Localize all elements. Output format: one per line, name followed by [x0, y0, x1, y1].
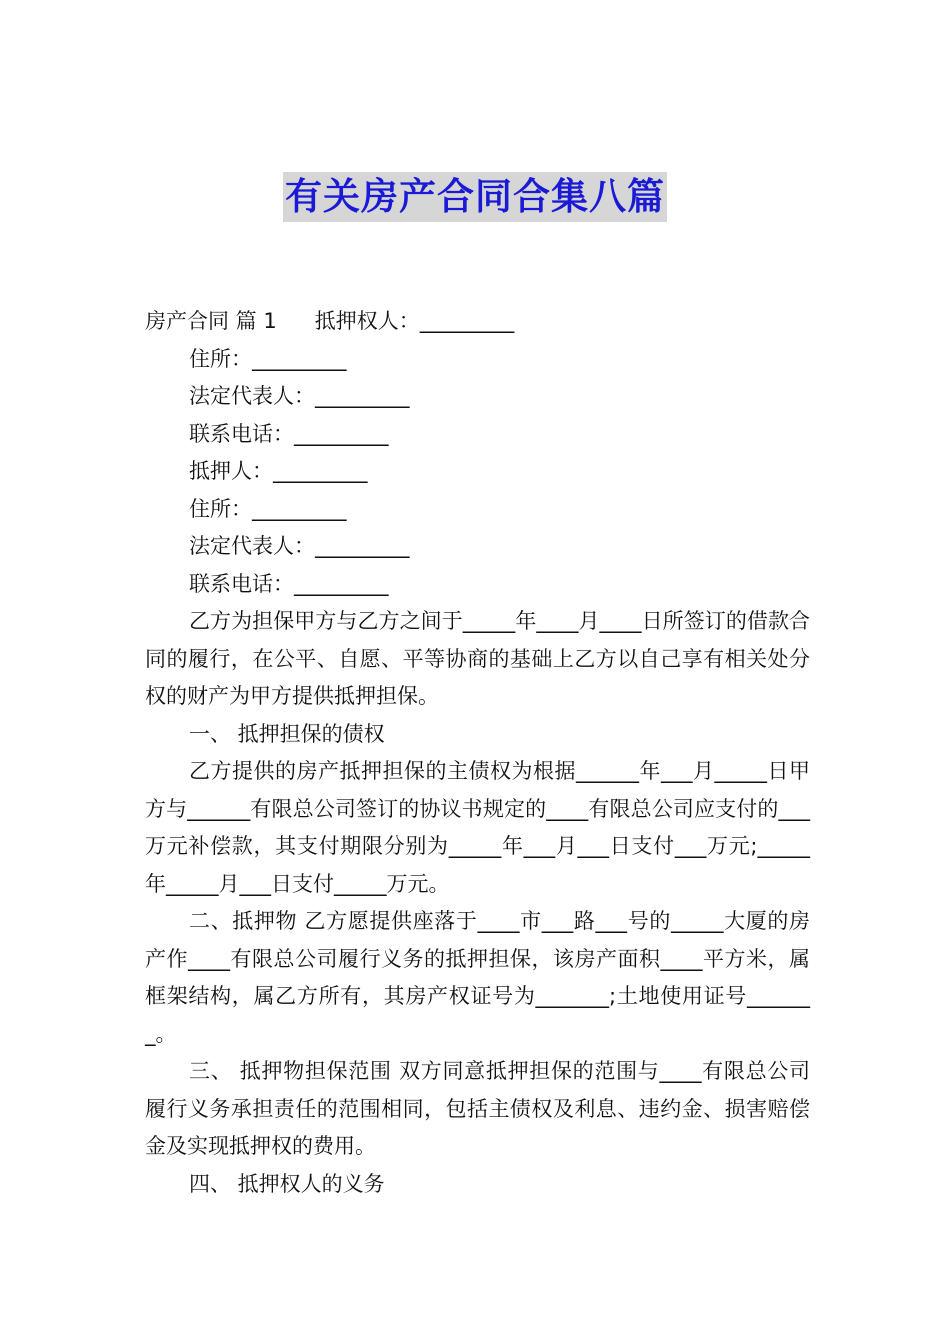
- section-3-paragraph: 三、 抵押物担保范围 双方同意抵押担保的范围与____有限总公司履行义务承担责任的范围相同，包括主债权及利息、违约金、损害赔偿金及实现抵押权的费用。: [145, 1059, 810, 1158]
- section-1-paragraph: 乙方提供的房产抵押担保的主债权为根据______年___月_____日甲方与______有限总公司签订的协议书规定的____有限总公司应支付的___万元补偿款，其支付期限分别为_____年___月___日支付___万元;_____年_____月___日支付_____万元。: [145, 759, 810, 896]
- legal-representative-field: 法定代表人：_________: [189, 384, 410, 408]
- section-4-heading: 四、 抵押权人的义务: [189, 1171, 385, 1196]
- section-2-paragraph: 二、抵押物 乙方愿提供座落于____市___路___号的_____大厦的房产作____有限总公司履行义务的抵押担保，该房产面积____平方米，属框架结构，属乙方所有，其房产权证号为_______;土地使用证号_______。: [145, 909, 810, 1046]
- contract-header-line: [145, 303, 810, 341]
- document-body: [145, 303, 810, 1203]
- section-label: 房产合同 篇 1: [145, 309, 277, 333]
- document-title: 有关房产合同合集八篇: [283, 172, 667, 222]
- address-field: 住所：_________: [189, 496, 347, 521]
- title-block: [0, 172, 950, 222]
- legal-representative-field: 法定代表人：_________: [189, 534, 410, 558]
- intro-paragraph: 乙方为担保甲方与乙方之间于_____年____月____日所签订的借款合同的履行，在公平、自愿、平等协商的基础上乙方以自己享有相关处分权的财产为甲方提供抵押担保。: [145, 609, 810, 708]
- section-1-heading: 一、 抵押担保的债权: [189, 721, 385, 746]
- mortgagee-field: 抵押权人：_________: [314, 309, 515, 333]
- address-field: 住所：_________: [189, 346, 347, 371]
- phone-field: 联系电话：_________: [189, 571, 389, 596]
- mortgagor-field: 抵押人：_________: [189, 459, 368, 483]
- phone-field: 联系电话：_________: [189, 421, 389, 446]
